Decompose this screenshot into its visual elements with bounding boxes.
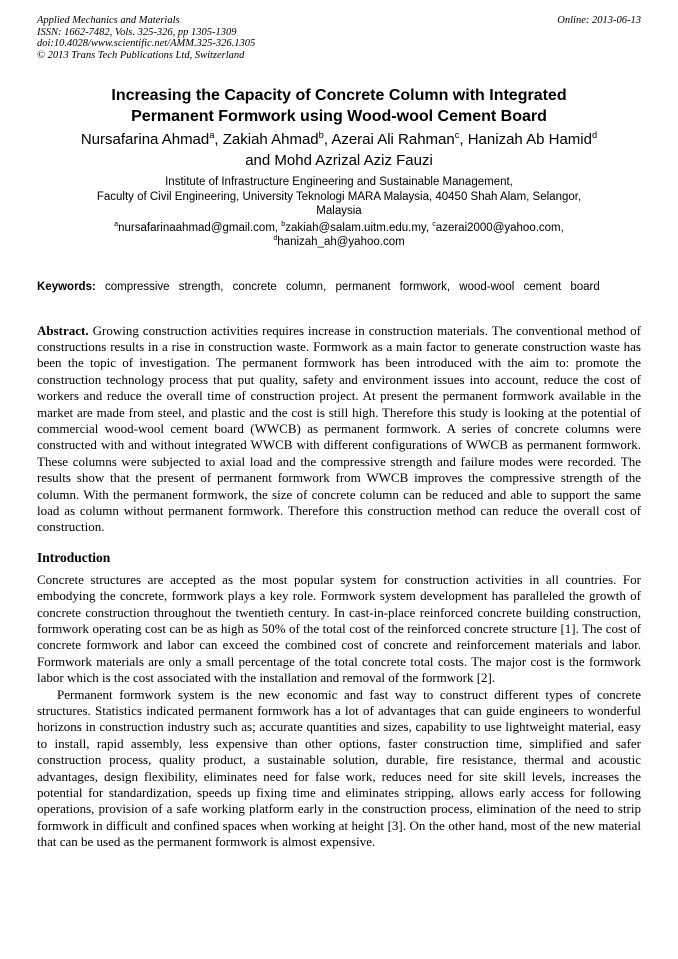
emails-line-1: $^a$nursafarinaahmad@gmail.com, $^b$zakiah@salam.uitm.edu.my, $^c$azerai2000@yahoo.com, xyxy=(114,219,564,234)
journal-header xyxy=(37,15,641,61)
journal-meta xyxy=(37,15,255,61)
emails-block xyxy=(37,221,641,250)
online-date: Online: 2013-06-13 xyxy=(557,15,641,26)
keywords xyxy=(37,280,641,294)
emails-line-2: $^d$hanizah_ah@yahoo.com xyxy=(273,234,405,248)
authors-line-2: and Mohd Azrizal Aziz Fauzi xyxy=(245,152,433,169)
title-line-2: Permanent Formwork using Wood-wool Cement Board xyxy=(131,108,547,125)
introduction-heading: Introduction xyxy=(37,549,111,565)
keywords-text: compressive strength, concrete column, permanent formwork, wood-wool cement board xyxy=(105,280,600,293)
copyright-line: © 2013 Trans Tech Publications Ltd, Switzerland xyxy=(37,49,245,61)
doi-line: doi:10.4028/www.scientific.net/AMM.325-326.1305 xyxy=(37,38,256,49)
journal-name: Applied Mechanics and Materials xyxy=(37,15,180,26)
affiliation xyxy=(37,175,641,219)
intro-paragraph-1: Concrete structures are accepted as the most popular system for construction activities in all countries. For embodying the concrete, formwork plays a key role. Formwork system development has paralleled the growth of concrete construction throughout the twentieth century. In cast-in-place reinforced concrete building construction, formwork operating cost can be as high as 50% of the total cost of the reinforced concrete structure [1]. The cost of concrete formwork and labor can exceed the combined cost of concrete and reinforcement materials and labor. Formwork materials are only a small percentage of the total concrete total costs. The major cost is the formwork labor which is the cost associated with the installation and removal of the formwork [2]. xyxy=(37,571,641,686)
authors-block xyxy=(37,129,641,171)
affiliation-line-1: Institute of Infrastructure Engineering and Sustainable Management, xyxy=(165,176,513,188)
title-line-1: Increasing the Capacity of Concrete Column with Integrated xyxy=(111,87,567,104)
affiliation-line-3: Malaysia xyxy=(316,205,362,217)
keywords-label: Keywords: xyxy=(37,280,96,293)
intro-paragraph-2: Permanent formwork system is the new economic and fast way to construct different types of concrete structures. Statistics indicated permanent formwork has a lot of advantages that can guide engineers to wonderful horizons in construction industry such as; accurate quantities and sizes, capability to use lightweight material, easy to install, rapid assembly, less expensive than other options, faster construction time, simplified and safer construction process, quality product, a sustainable solution, durable, fire resistance, thermal and acoustic advantages, design flexibility, eliminates need for false work, reduces need for site skill levels, increases the potential for standardization, speeds up fixing time and eliminates stripping, allows early access for following operations, provision of a safe working platform early in the construction process, elimination of the need to strip formwork in difficult and confined spaces when working at height [3]. On the other hand, most of the new material that can be used as the permanent formwork is almost expensive. xyxy=(37,686,641,850)
paper-title xyxy=(37,85,641,127)
abstract xyxy=(37,323,641,536)
affiliation-line-2: Faculty of Civil Engineering, University Teknologi MARA Malaysia, 40450 Shah Alam, Selangor, xyxy=(96,190,582,203)
authors-line-1: Nursafarina Ahmad$^a$, Zakiah Ahmad$^b$, Azerai Ali Rahman$^c$, Hanizah Ab Hamid$^d$ xyxy=(80,130,598,148)
abstract-text: Growing construction activities requires increase in construction materials. The conventional method of constructions results in a rise in construction waste. Formwork as a main factor to generate construction waste has been the topic of investigation. The permanent formwork has been introduced with the aim to: promote the construction technology process that put quality, safety and environment issues into account, reduce the cost of workers and reduce the overall time of construction project. At present the permanent formwork available in the market are made from steel, and plastic and the cost is still high. Therefore this study is looking at the potential of commercial wood-wool cement board (WWCB) as permanent formwork. A series of concrete columns were constructed with and without integrated WWCB with different configurations of WWCB as permanent formwork. These columns were subjected to axial load and the compressive strength and failure modes were recorded. The results show that the present of permanent formwork from WWCB improves the compressive strength of the column. With the permanent formwork, the size of concrete column can be reduced and able to support the same load as column without permanent formwork. Therefore this construction method can reduce the overall cost of construction. xyxy=(37,322,642,535)
abstract-label: Abstract. xyxy=(37,322,89,338)
issn-line: ISSN: 1662-7482, Vols. 325-326, pp 1305-1309 xyxy=(37,26,237,38)
